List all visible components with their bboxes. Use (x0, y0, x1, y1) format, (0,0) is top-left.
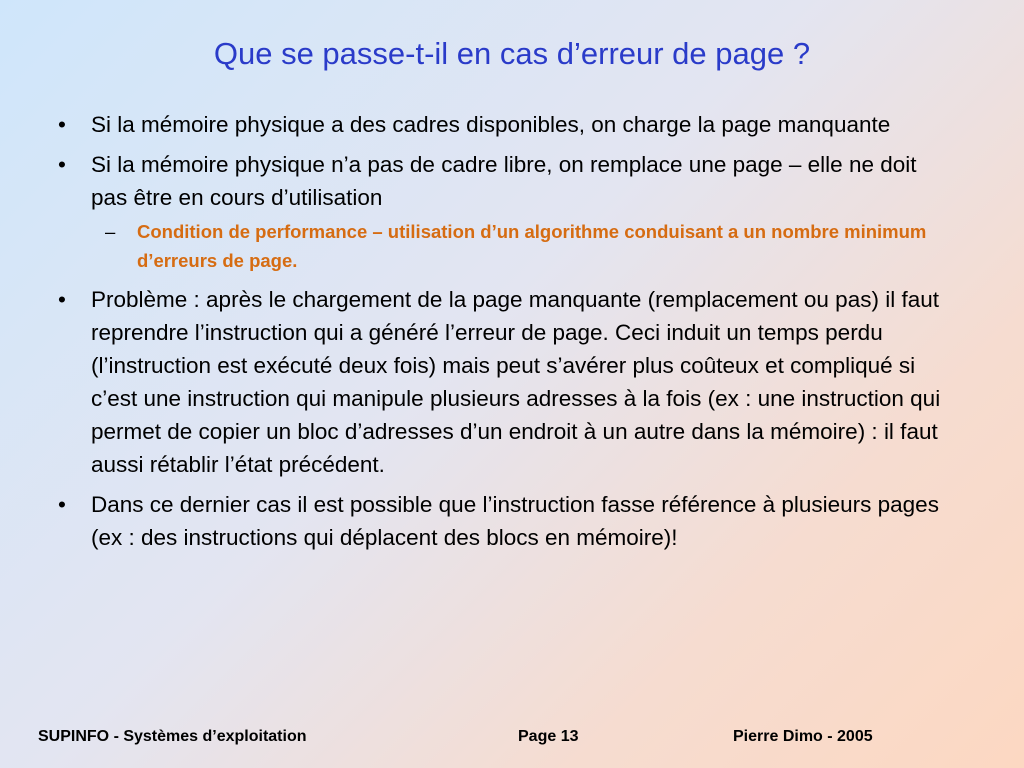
sub-bullet-item (105, 217, 958, 275)
bullet-item (58, 488, 958, 554)
bullet-text: Dans ce dernier cas il est possible que l’instruction fasse référence à plusieurs pages (ex : des instructions qui déplacent des blocs en mémoire)! (91, 492, 939, 550)
bullet-text: Si la mémoire physique n’a pas de cadre libre, on remplace une page – elle ne doit pas être en cours d’utilisation (91, 152, 917, 210)
bullet-item (58, 108, 958, 141)
bullet-marker: • (58, 112, 66, 137)
slide-body (58, 108, 958, 561)
slide-footer (0, 728, 1024, 752)
bullet-text: Problème : après le chargement de la page manquante (remplacement ou pas) il faut reprendre l’instruction qui a généré l’erreur de page. Ceci induit un temps perdu (l’instruction est exécuté deux fois) mais peut s’avérer plus coûteux et compliqué si c’est une instruction qui manipule plusieurs adresses à la fois (ex : une instruction qui permet de copier un bloc d’adresses d’un endroit à un autre dans la mémoire) : il faut aussi rétablir l’état précédent. (91, 287, 941, 477)
bullet-item (58, 148, 958, 214)
sub-bullet-marker: – (105, 221, 116, 242)
slide-title: Que se passe-t-il en cas d’erreur de page ? (213, 36, 811, 71)
bullet-item (58, 283, 958, 481)
sub-bullet-text: Condition de performance – utilisation d’un algorithme conduisant a un nombre minimum d’erreurs de page. (137, 221, 927, 271)
bullet-marker: • (58, 492, 66, 517)
bullet-marker: • (58, 152, 66, 177)
footer-course: SUPINFO - Systèmes d’exploitation (38, 728, 307, 745)
bullet-marker: • (58, 287, 66, 312)
bullet-text: Si la mémoire physique a des cadres disponibles, on charge la page manquante (91, 112, 891, 137)
footer-page-number: Page 13 (518, 728, 579, 745)
footer-author: Pierre Dimo - 2005 (733, 728, 873, 745)
